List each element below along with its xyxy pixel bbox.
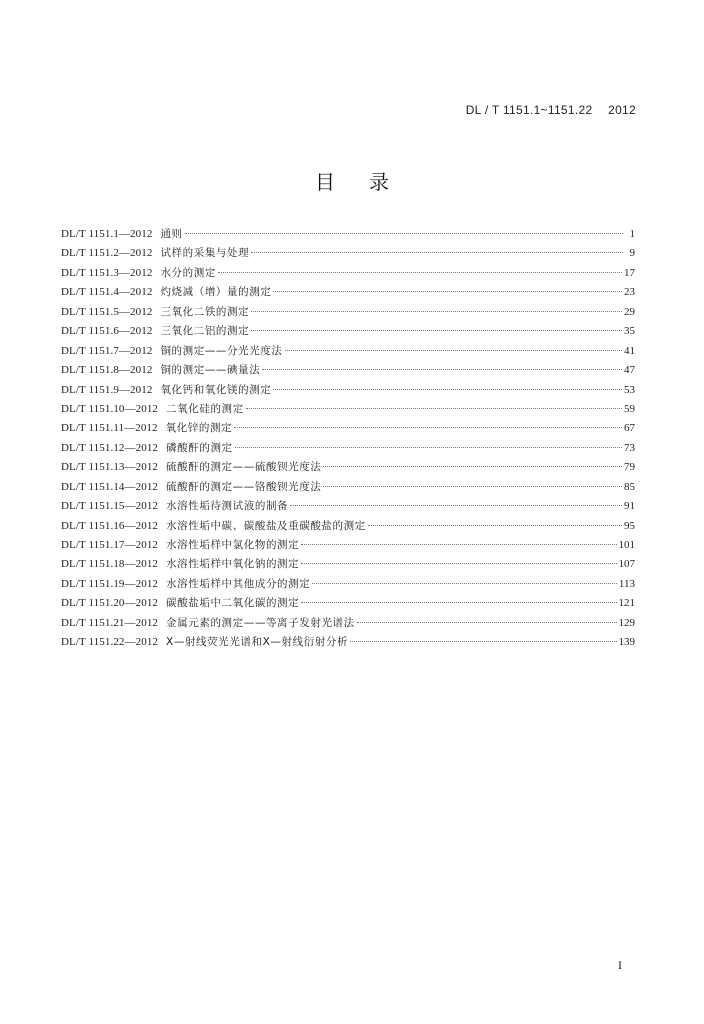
toc-leader-dots [301, 543, 616, 545]
toc-entry[interactable] [61, 264, 635, 283]
toc-entry[interactable] [61, 575, 635, 594]
toc-entry-code: DL/T 1151.19—2012 [61, 577, 159, 590]
toc-entry-code: DL/T 1151.9—2012 [61, 383, 153, 396]
toc-entry[interactable] [61, 458, 635, 477]
toc-entry-code: DL/T 1151.16—2012 [61, 519, 159, 532]
toc-entry[interactable] [61, 342, 635, 361]
toc-entry-title: 水溶性垢样中其他成分的测定 [166, 577, 311, 590]
toc-entry-code: DL/T 1151.17—2012 [61, 539, 159, 551]
toc-entry-title: 磷酸酐的测定 [166, 441, 233, 454]
page-number: I [618, 958, 622, 972]
toc-entry-page: 47 [624, 364, 635, 377]
toc-leader-dots [301, 562, 616, 564]
toc-entry-page: 79 [624, 461, 635, 474]
toc-entry-code: DL/T 1151.3—2012 [61, 266, 153, 279]
toc-entry-code: DL/T 1151.10—2012 [61, 402, 159, 415]
toc-entry-code: DL/T 1151.5—2012 [61, 305, 153, 318]
toc-entry-title: 铜的测定——分光光度法 [160, 344, 283, 357]
toc-entry-code: DL/T 1151.1—2012 [61, 228, 153, 240]
toc-entry[interactable] [61, 400, 635, 419]
toc-entry-title: 二氧化硅的测定 [166, 402, 244, 415]
toc-entry-code: DL/T 1151.6—2012 [61, 325, 153, 338]
toc-entry-page: 67 [624, 422, 635, 435]
toc-leader-dots [262, 368, 622, 370]
toc-entry-title: 三氧化二铁的测定 [160, 305, 250, 318]
toc-leader-dots [273, 388, 622, 390]
toc-entry[interactable] [61, 225, 635, 244]
toc-entry-title: 水溶性垢中碳、碳酸盐及重碳酸盐的测定 [166, 519, 366, 532]
toc-entry-code: DL/T 1151.12—2012 [61, 441, 159, 454]
toc-leader-dots [251, 329, 622, 331]
toc-leader-dots [323, 465, 622, 467]
toc-entry-page: 107 [618, 558, 635, 571]
toc-entry-code: DL/T 1151.14—2012 [61, 480, 159, 493]
toc-entry-page: 9 [629, 247, 635, 260]
toc-entry-page: 53 [624, 383, 635, 396]
toc-entry-page: 59 [624, 402, 635, 415]
toc-entry[interactable] [61, 283, 635, 302]
toc-entry-title: 试样的采集与处理 [160, 247, 250, 260]
toc-leader-dots [251, 310, 622, 312]
toc-entry[interactable] [61, 303, 635, 322]
toc-leader-dots [323, 485, 622, 487]
toc-entry[interactable] [61, 633, 635, 652]
toc-entry-title: 水分的测定 [160, 266, 216, 279]
toc-entry-title: 氧化钙和氧化镁的测定 [160, 383, 272, 396]
toc-leader-dots [357, 621, 617, 623]
toc-entry[interactable] [61, 439, 635, 458]
toc-entry-page: 113 [618, 577, 635, 590]
toc-entry-code: DL/T 1151.4—2012 [61, 286, 153, 299]
toc-leader-dots [273, 290, 622, 292]
toc-entry-code: DL/T 1151.21—2012 [61, 616, 159, 629]
toc-entry[interactable] [61, 536, 635, 555]
toc-leader-dots [285, 349, 622, 351]
toc-leader-dots [234, 426, 622, 428]
toc-entry-title: 三氧化二铝的测定 [160, 325, 250, 338]
toc-entry-title: 硫酸酐的测定——铬酸钡光度法 [166, 480, 322, 493]
toc-entry-title: 硫酸酐的测定——硫酸钡光度法 [166, 461, 322, 474]
page-title: 目录 [315, 170, 423, 194]
toc-leader-dots [185, 232, 623, 234]
toc-entry-title: 水溶性垢样中氯化物的测定 [166, 539, 300, 551]
toc-entry[interactable] [61, 419, 635, 438]
toc-entry-code: DL/T 1151.15—2012 [61, 500, 159, 513]
toc-entry-page: 129 [618, 616, 635, 629]
toc-entry-code: DL/T 1151.11—2012 [61, 422, 158, 435]
toc-entry-page: 95 [624, 519, 635, 532]
toc-leader-dots [312, 582, 617, 584]
table-of-contents [61, 225, 635, 653]
toc-entry[interactable] [61, 517, 635, 536]
toc-leader-dots [218, 271, 622, 273]
standard-number: DL / T 1151.1~1151.22 [465, 103, 593, 117]
toc-entry[interactable] [61, 322, 635, 341]
toc-entry-code: DL/T 1151.8—2012 [61, 364, 153, 377]
toc-entry-page: 1 [629, 228, 635, 240]
toc-leader-dots [350, 640, 616, 642]
toc-entry-page: 101 [618, 539, 635, 551]
toc-entry-code: DL/T 1151.13—2012 [61, 461, 159, 474]
toc-entry-page: 73 [624, 441, 635, 454]
toc-entry[interactable] [61, 594, 635, 613]
toc-entry[interactable] [61, 361, 635, 380]
toc-leader-dots [301, 601, 616, 603]
toc-entry-page: 41 [624, 344, 635, 357]
toc-leader-dots [251, 251, 623, 253]
toc-entry[interactable] [61, 381, 635, 400]
toc-entry[interactable] [61, 555, 635, 574]
toc-entry-page: 121 [618, 597, 635, 610]
toc-entry-page: 17 [624, 266, 635, 279]
toc-entry-code: DL/T 1151.7—2012 [61, 344, 153, 357]
toc-leader-dots [368, 524, 622, 526]
toc-entry-page: 29 [624, 305, 635, 318]
toc-entry-page: 35 [624, 325, 635, 338]
toc-entry[interactable] [61, 244, 635, 263]
toc-leader-dots [290, 504, 622, 506]
document-header [466, 103, 636, 117]
toc-entry-page: 85 [624, 480, 635, 493]
toc-entry-page: 91 [624, 500, 635, 513]
toc-entry[interactable] [61, 497, 635, 516]
toc-entry-code: DL/T 1151.20—2012 [61, 597, 159, 610]
toc-entry-code: DL/T 1151.18—2012 [61, 558, 159, 571]
toc-entry-title: 金属元素的测定——等离子发射光谱法 [166, 616, 355, 629]
toc-entry-code: DL/T 1151.22—2012 [61, 636, 159, 649]
toc-entry[interactable] [61, 478, 635, 497]
toc-entry-page: 139 [618, 636, 635, 649]
toc-leader-dots [235, 446, 622, 448]
toc-entry-title: 水溶性垢待测试液的制备 [166, 500, 289, 513]
toc-leader-dots [246, 407, 622, 409]
toc-entry-page: 23 [624, 286, 635, 299]
toc-entry-title: 铜的测定——碘量法 [160, 364, 261, 377]
toc-entry-code: DL/T 1151.2—2012 [61, 247, 153, 260]
toc-entry-title: 灼烧减（增）量的测定 [160, 286, 272, 299]
toc-entry-title: X—射线荧光光谱和X—射线衍射分析 [166, 636, 349, 649]
toc-entry-title: 碳酸盐垢中二氧化碳的测定 [166, 597, 300, 610]
toc-entry-title: 水溶性垢样中氧化钠的测定 [166, 558, 300, 571]
toc-entry[interactable] [61, 614, 635, 633]
toc-entry-title: 通则 [160, 228, 183, 240]
toc-entry-title: 氧化锌的测定 [165, 422, 233, 435]
standard-year: 2012 [608, 103, 636, 117]
